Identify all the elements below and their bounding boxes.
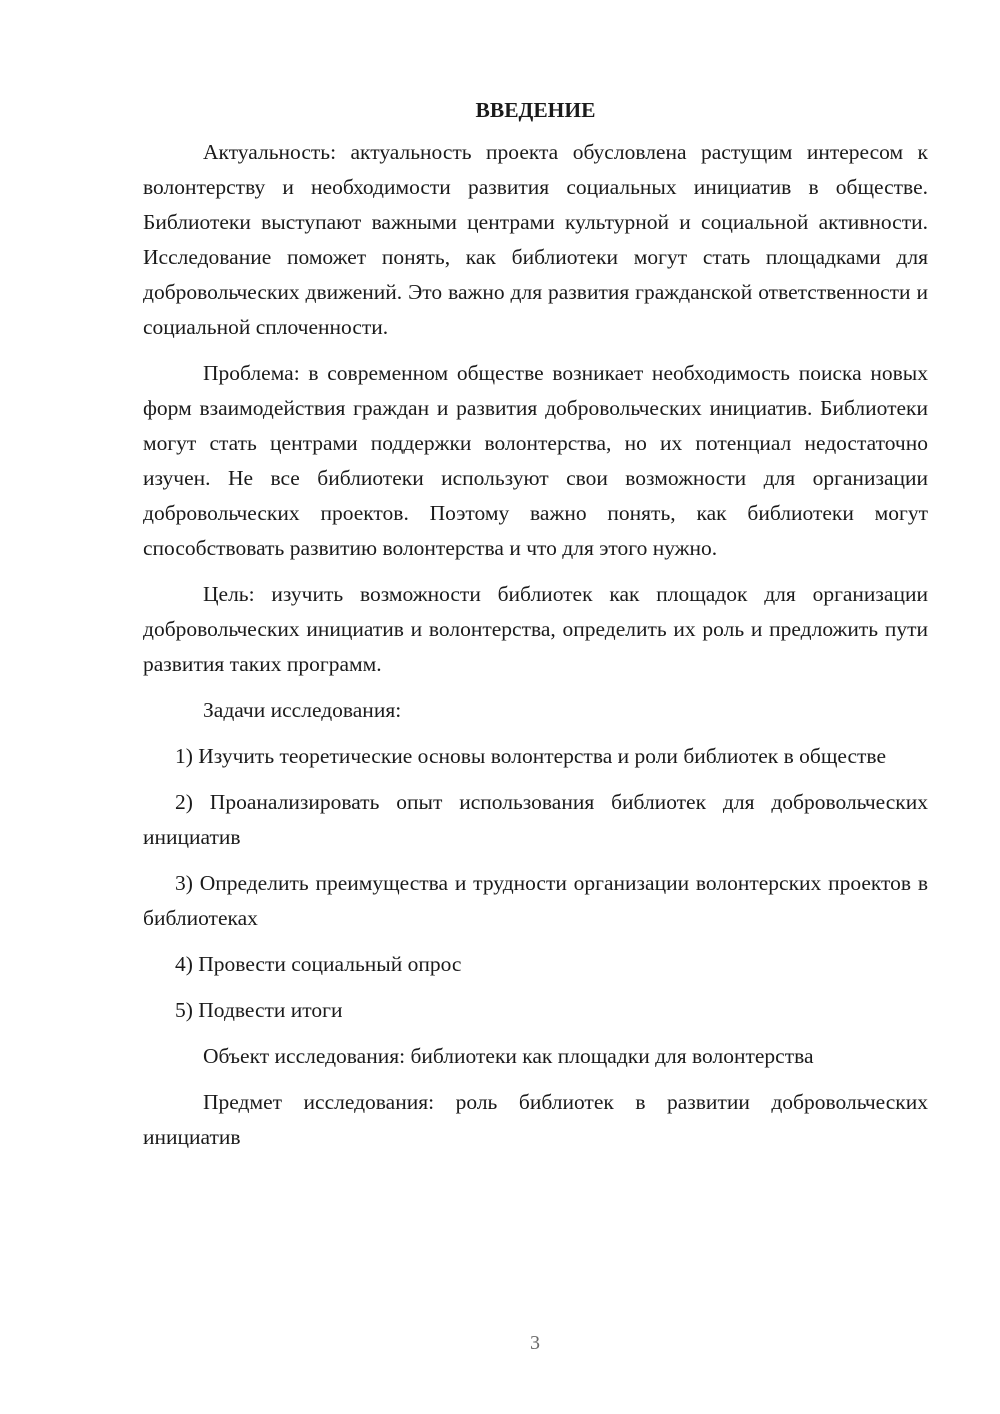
task-item-1: 1) Изучить теоретические основы волонтерства и роли библиотек в обществе [175, 744, 886, 768]
page-title-text: ВВЕДЕНИЕ [475, 98, 596, 122]
object-paragraph: Объект исследования: библиотеки как площадки для волонтерства [203, 1044, 814, 1068]
relevance-paragraph: Актуальность: актуальность проекта обусловлена растущим интересом к волонтерству и необходимости развития социальных инициатив в обществе. Библиотеки выступают важными центрами культурной и социальной активности. Исследование поможет понять, как библиотеки могут стать площадками для добровольческих движений. Это важно для развития гражданской ответственности и социальной сплоченности. [143, 140, 928, 339]
goal-paragraph: Цель: изучить возможности библиотек как площадок для организации добровольческих инициатив и волонтерства, определить их роль и предложить пути развития таких программ. [143, 582, 928, 676]
page-number: 3 [530, 1332, 540, 1354]
page-title [143, 93, 928, 128]
document-body [143, 93, 928, 1155]
problem-paragraph: Проблема: в современном обществе возникает необходимость поиска новых форм взаимодействия граждан и развития добровольческих инициатив. Библиотеки могут стать центрами поддержки волонтерства, но их потенциал недостаточно изучен. Не все библиотеки используют свои возможности для организации добровольческих проектов. Поэтому важно понять, как библиотеки могут способствовать развитию волонтерства и что для этого нужно. [143, 361, 928, 560]
task-item-2: 2) Проанализировать опыт использования библиотек для добровольческих инициатив [143, 790, 928, 849]
task-item-3: 3) Определить преимущества и трудности организации волонтерских проектов в библиотеках [143, 871, 928, 930]
task-item-5: 5) Подвести итоги [175, 998, 343, 1022]
subject-paragraph: Предмет исследования: роль библиотек в развитии добровольческих инициатив [143, 1090, 928, 1149]
tasks-heading: Задачи исследования: [203, 698, 402, 722]
task-item-4: 4) Провести социальный опрос [175, 952, 462, 976]
